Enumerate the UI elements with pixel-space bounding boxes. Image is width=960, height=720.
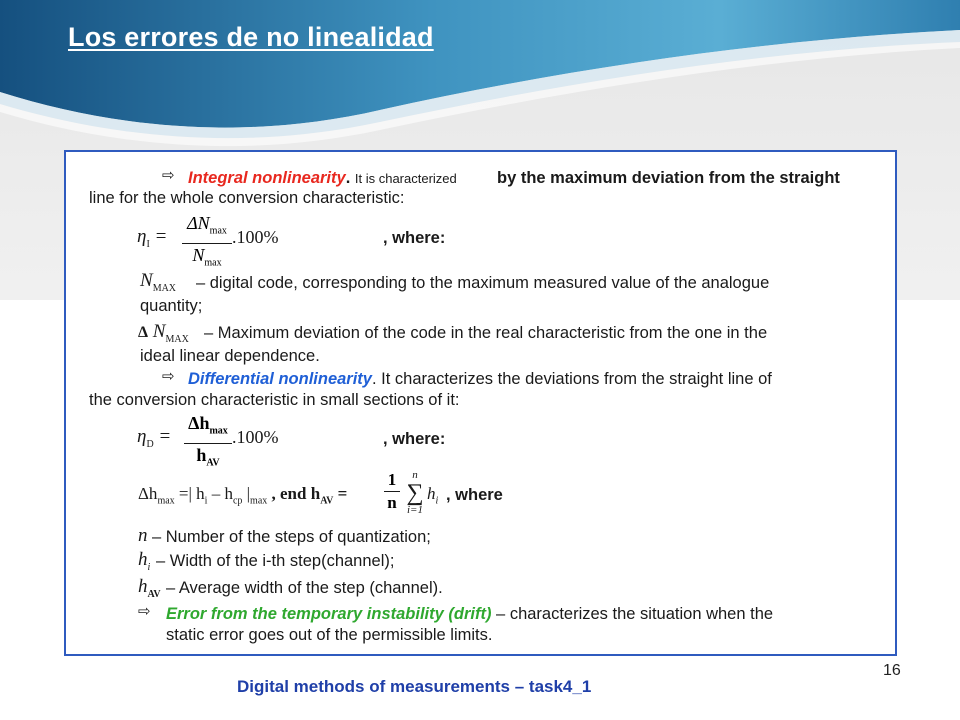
integral-rest: by the maximum deviation from the straight bbox=[497, 169, 840, 187]
differential-where: , where: bbox=[383, 430, 446, 448]
right-arrow-icon: ⇨ bbox=[162, 166, 175, 184]
right-arrow-icon: ⇨ bbox=[162, 367, 175, 385]
drift-line1 bbox=[166, 604, 773, 624]
drift-line2: static error goes out of the permissible limits. bbox=[166, 626, 493, 644]
integral-line1: Integral nonlinearity. It is characterized bbox=[188, 169, 457, 187]
hi-definition: – Width of the i-th step(channel); bbox=[156, 552, 395, 570]
nmax-definition: – digital code, corresponding to the maximum measured value of the analogue bbox=[196, 274, 770, 292]
integral-factor: .100% bbox=[232, 227, 279, 247]
right-arrow-icon: ⇨ bbox=[138, 602, 151, 620]
delta-nmax-symbol: Δ $N_{MAX}$ bbox=[138, 321, 189, 345]
sum-where: , where bbox=[446, 486, 503, 504]
integral-lead: It is characterized bbox=[354, 171, 457, 186]
eta-d-symbol: $\eta_D$ = bbox=[137, 426, 172, 450]
eta-i-symbol: $\eta_I$ = bbox=[137, 226, 168, 250]
integral-heading: Integral nonlinearity bbox=[188, 169, 346, 187]
slide-title: Los errores de no linealidad bbox=[68, 22, 434, 52]
integral-fraction: $\Delta N_{max}$ $N_{max}$ bbox=[182, 213, 232, 273]
differential-fraction: $\Delta h_{max}$ $h_{AV}$ bbox=[184, 413, 232, 473]
drift-rest: – characterizes the situation when the bbox=[491, 605, 774, 623]
nmax-symbol: $N_{MAX}$ bbox=[140, 270, 177, 294]
nmax-definition-2: quantity; bbox=[140, 297, 203, 315]
differential-line1 bbox=[188, 369, 772, 389]
integral-line2: line for the whole conversion characteristic: bbox=[89, 189, 405, 207]
n-definition: – Number of the steps of quantization; bbox=[152, 528, 431, 546]
drift-heading: Error from the temporary instability (drift) bbox=[166, 605, 492, 623]
delta-nmax-definition-2: ideal linear dependence. bbox=[140, 347, 320, 365]
hav-definition: – Average width of the step (channel). bbox=[166, 579, 443, 597]
n-symbol: n bbox=[138, 525, 148, 546]
integral-where: , where: bbox=[383, 229, 446, 247]
sum-fraction: 1 n bbox=[384, 470, 400, 513]
page-number: 16 bbox=[883, 662, 901, 679]
differential-rest: . It characterizes the deviations from the straight line of bbox=[371, 370, 772, 388]
sum-term: $h_i$ bbox=[427, 484, 439, 507]
sum-symbol: n ∑ i=1 bbox=[406, 469, 424, 516]
delta-h-equation: $\Delta h_{max}$ =| $h_i - h_{cp}$ $|_{max}$ , end $h_{AV}$ = bbox=[138, 484, 348, 507]
differential-factor: .100% bbox=[232, 427, 279, 447]
hi-symbol: $h_i$ bbox=[138, 549, 151, 573]
slide-footer: Digital methods of measurements – task4_1 bbox=[237, 677, 592, 696]
delta-nmax-definition: – Maximum deviation of the code in the real characteristic from the one in the bbox=[204, 324, 768, 342]
differential-heading: Differential nonlinearity bbox=[188, 370, 372, 388]
differential-line2: the conversion characteristic in small sections of it: bbox=[89, 391, 460, 409]
hav-symbol: $h_{AV}$ bbox=[138, 576, 161, 600]
